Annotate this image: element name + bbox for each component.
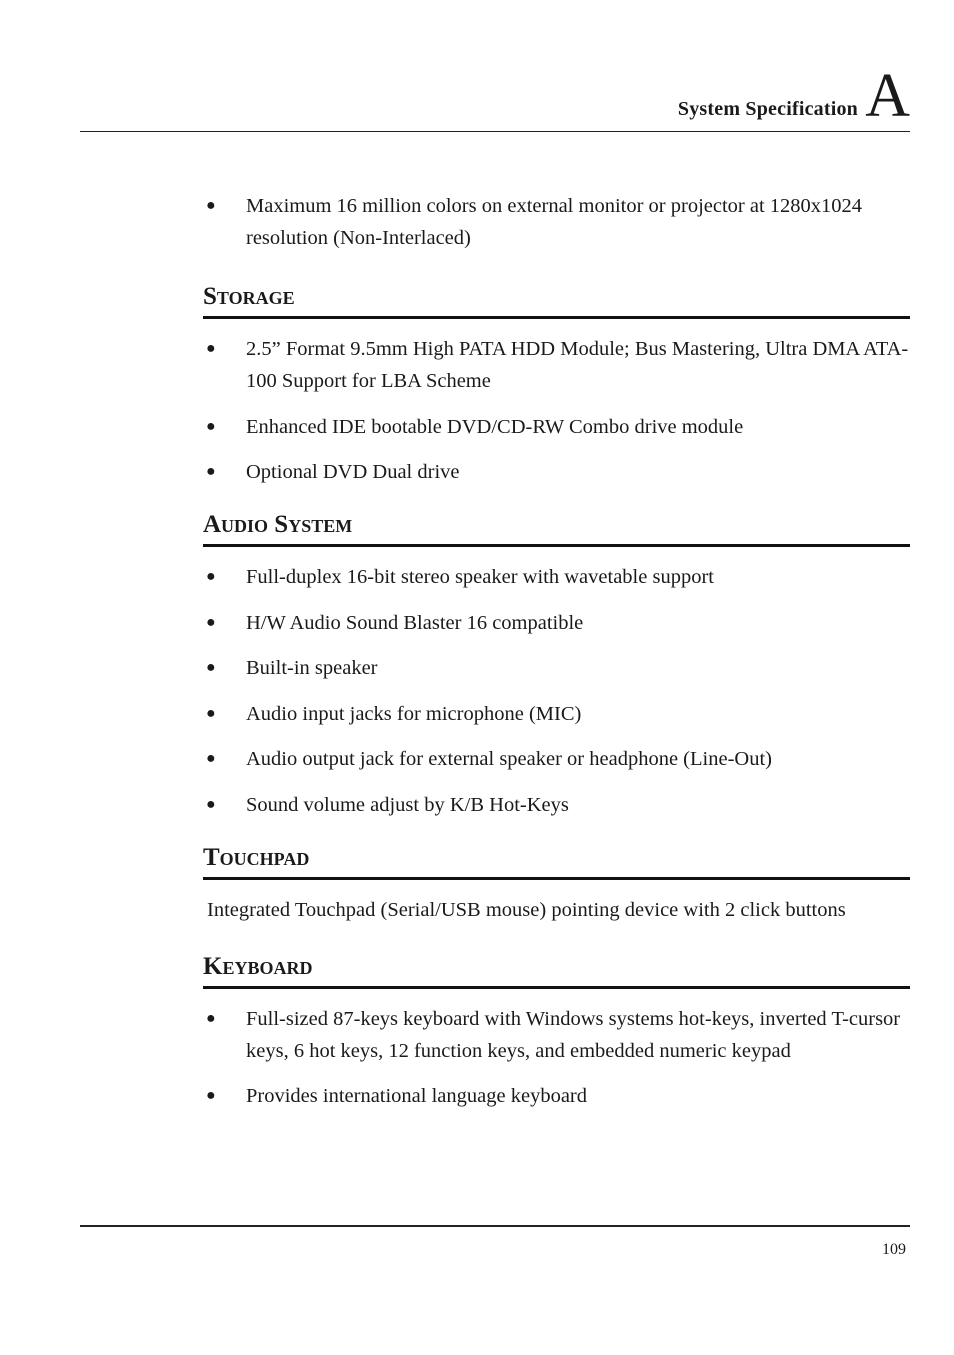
bullet-icon: ● <box>206 463 216 480</box>
bullet-icon: ● <box>206 197 216 214</box>
list-item: ● 2.5” Format 9.5mm High PATA HDD Module; Bus Mastering, Ultra DMA ATA-100 Support for LBA Scheme <box>203 333 910 397</box>
bullet-icon: ● <box>206 795 216 813</box>
section-heading-keyboard: Keyboard <box>203 952 910 989</box>
page-number: 109 <box>882 1241 906 1258</box>
bullet-icon: ● <box>206 1009 216 1027</box>
bullet-icon: ● <box>206 340 216 357</box>
list-item: ● Provides international language keyboard <box>203 1080 910 1112</box>
appendix-letter: A <box>865 62 910 130</box>
page-content <box>203 190 910 1126</box>
bullet-icon: ● <box>206 613 216 631</box>
list-item: ● Sound volume adjust by K/B Hot-Keys <box>203 789 910 821</box>
intro-list <box>203 190 910 254</box>
list-item: ● Full-sized 87-keys keyboard with Windows systems hot-keys, inverted T-cursor keys, 6 hot keys, 12 function keys, and embedded numeric keypad <box>203 1003 910 1067</box>
list-item: ● Full-duplex 16-bit stereo speaker with wavetable support <box>203 561 910 593</box>
page-header <box>80 60 910 132</box>
list-item: ● Enhanced IDE bootable DVD/CD-RW Combo drive module <box>203 411 910 443</box>
bullet-icon: ● <box>206 704 216 722</box>
list-item: ● Audio input jacks for microphone (MIC) <box>203 698 910 730</box>
list-item: ● Audio output jack for external speaker or headphone (Line-Out) <box>203 743 910 775</box>
bullet-icon: ● <box>206 417 216 435</box>
header-title: System Specification <box>677 98 858 120</box>
list-item: ● H/W Audio Sound Blaster 16 compatible <box>203 607 910 639</box>
list-item: ● Maximum 16 million colors on external monitor or projector at 1280x1024 resolution (Non-Interlaced) <box>203 190 910 254</box>
storage-list <box>203 333 910 488</box>
list-item: ● Optional DVD Dual drive <box>203 456 910 488</box>
section-heading-touchpad: Touchpad <box>203 843 910 880</box>
list-item: ● Built-in speaker <box>203 652 910 684</box>
keyboard-list <box>203 1003 910 1113</box>
bullet-icon: ● <box>206 1087 216 1104</box>
bullet-icon: ● <box>206 659 216 676</box>
bullet-icon: ● <box>206 750 216 767</box>
touchpad-description: Integrated Touchpad (Serial/USB mouse) pointing device with 2 click buttons <box>207 898 846 921</box>
page-footer <box>80 1225 910 1258</box>
section-heading-audio-system: Audio System <box>203 510 910 547</box>
section-heading-storage: Storage <box>203 282 910 319</box>
audio-list <box>203 561 910 821</box>
bullet-icon: ● <box>206 568 216 585</box>
